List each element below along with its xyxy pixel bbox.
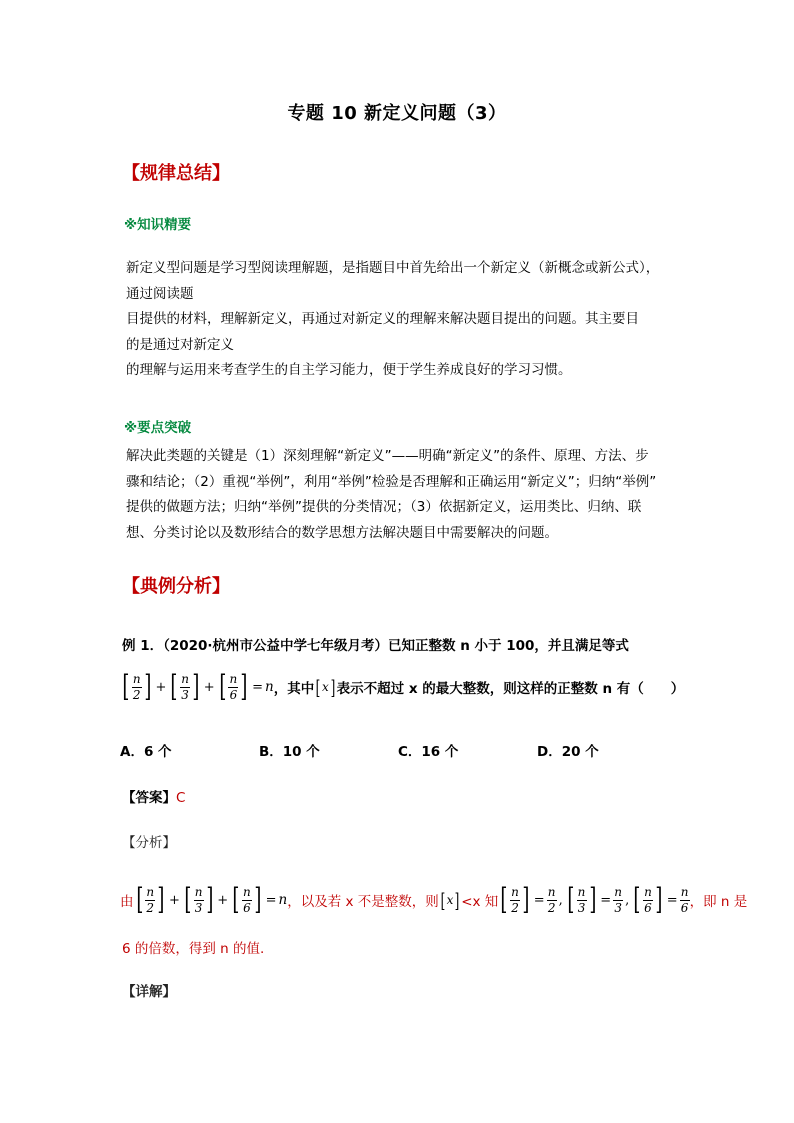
example-1-tail-2: 表示不超过 x 的最大整数，则这样的正整数 n 有（ ） bbox=[336, 681, 685, 697]
option-b[interactable]: B．10 个 bbox=[259, 744, 320, 760]
analysis-mid-1: ，以及若 x 不是整数，则 bbox=[287, 894, 439, 910]
keypoints-line: 骤和结论；（2）重视“举例”，利用“举例”检验是否理解和正确运用“新定义”；归纳“举例” bbox=[126, 473, 657, 490]
section-rules-heading: 【规律总结】 bbox=[122, 163, 230, 184]
floor-term-n-over-3: [ $\frac{n}{3}$ ] bbox=[170, 669, 200, 704]
knowledge-line: 新定义型问题是学习型阅读理解题，是指题目中首先给出一个新定义（新概念或新公式）， bbox=[126, 260, 660, 276]
option-d[interactable]: D．20 个 bbox=[537, 744, 599, 760]
page-title: 专题 10 新定义问题（3） bbox=[287, 103, 507, 124]
floor-term-n-over-6: [ $\frac{n}{6}$ ] bbox=[219, 669, 248, 704]
keypoints-heading: ※要点突破 bbox=[124, 420, 192, 436]
section-examples-heading: 【典例分析】 bbox=[122, 576, 230, 597]
knowledge-line: 目提供的材料，理解新定义，再通过对新定义的理解来解决题目提出的问题。其主要目 bbox=[126, 311, 639, 327]
analysis-prefix: 由 bbox=[120, 894, 134, 910]
floor-term-n-over-2: [ $\frac{n}{2}$ ] bbox=[122, 669, 152, 704]
detail-label: 【详解】 bbox=[122, 984, 176, 1000]
knowledge-heading: ※知识精要 bbox=[124, 217, 192, 233]
floor-term-x: [ x ] bbox=[315, 675, 336, 699]
analysis-mid-2: <x 知 bbox=[461, 894, 499, 910]
keypoints-line: 想、分类讨论以及数形结合的数学思想方法解决题目中需要解决的问题。 bbox=[126, 524, 558, 541]
option-a[interactable]: A．6 个 bbox=[120, 744, 172, 760]
knowledge-line: 的理解与运用来考查学生的自主学习能力，便于学生养成良好的学习习惯。 bbox=[126, 362, 572, 378]
answer-line bbox=[122, 786, 185, 806]
keypoints-paragraph bbox=[126, 444, 696, 546]
analysis-suffix: ，即 n 是 bbox=[689, 894, 748, 910]
keypoints-line: 解决此类题的关键是（1）深刻理解“新定义”——明确“新定义”的条件、原理、方法、步 bbox=[126, 448, 649, 464]
example-1-intro: 例 1．（2020·杭州市公益中学七年级月考）已知正整数 n 小于 100，并且满足等式 bbox=[122, 638, 629, 654]
analysis-line-2: 6 的倍数，得到 n 的值. bbox=[122, 941, 265, 957]
example-1-formula-line: [ $\frac{n}{2}$ ] + [ $\frac{n}{3}$ ] + [ $\frac{n}{6}$ ] = n ，其中 [ x ] 表示不超过 x 的最大整数，则这样的正整数 n 有（ ） bbox=[120, 667, 684, 707]
answer-label: 【答案】 bbox=[122, 790, 176, 806]
knowledge-line: 的是通过对新定义 bbox=[126, 336, 234, 353]
knowledge-paragraph bbox=[126, 256, 696, 384]
keypoints-line: 提供的做题方法；归纳“举例”提供的分类情况；（3）依据新定义，运用类比、归纳、联 bbox=[126, 499, 642, 515]
answer-value: C bbox=[176, 790, 186, 806]
analysis-label: 【分析】 bbox=[122, 835, 176, 851]
analysis-formula-line: 由 [ $\frac{n}{2}$ ] + [ $\frac{n}{3}$ ] + [ $\frac{n}{6}$ ] = n ，以及若 x 不是整数，则 [ x ] <x 知 [ $\frac{n}{2}$ ] = $\frac{n}{2}$ , [ $\frac{n}{3}$ ] = $\frac{n}{3}$ , [ $\frac{n}{6}$ ] = $\frac{n}{6}$ ，即 n 是 bbox=[120, 882, 748, 917]
example-1-tail-1: ，其中 bbox=[273, 681, 315, 697]
knowledge-line: 通过阅读题 bbox=[126, 285, 194, 302]
option-c[interactable]: C．16 个 bbox=[398, 744, 459, 760]
